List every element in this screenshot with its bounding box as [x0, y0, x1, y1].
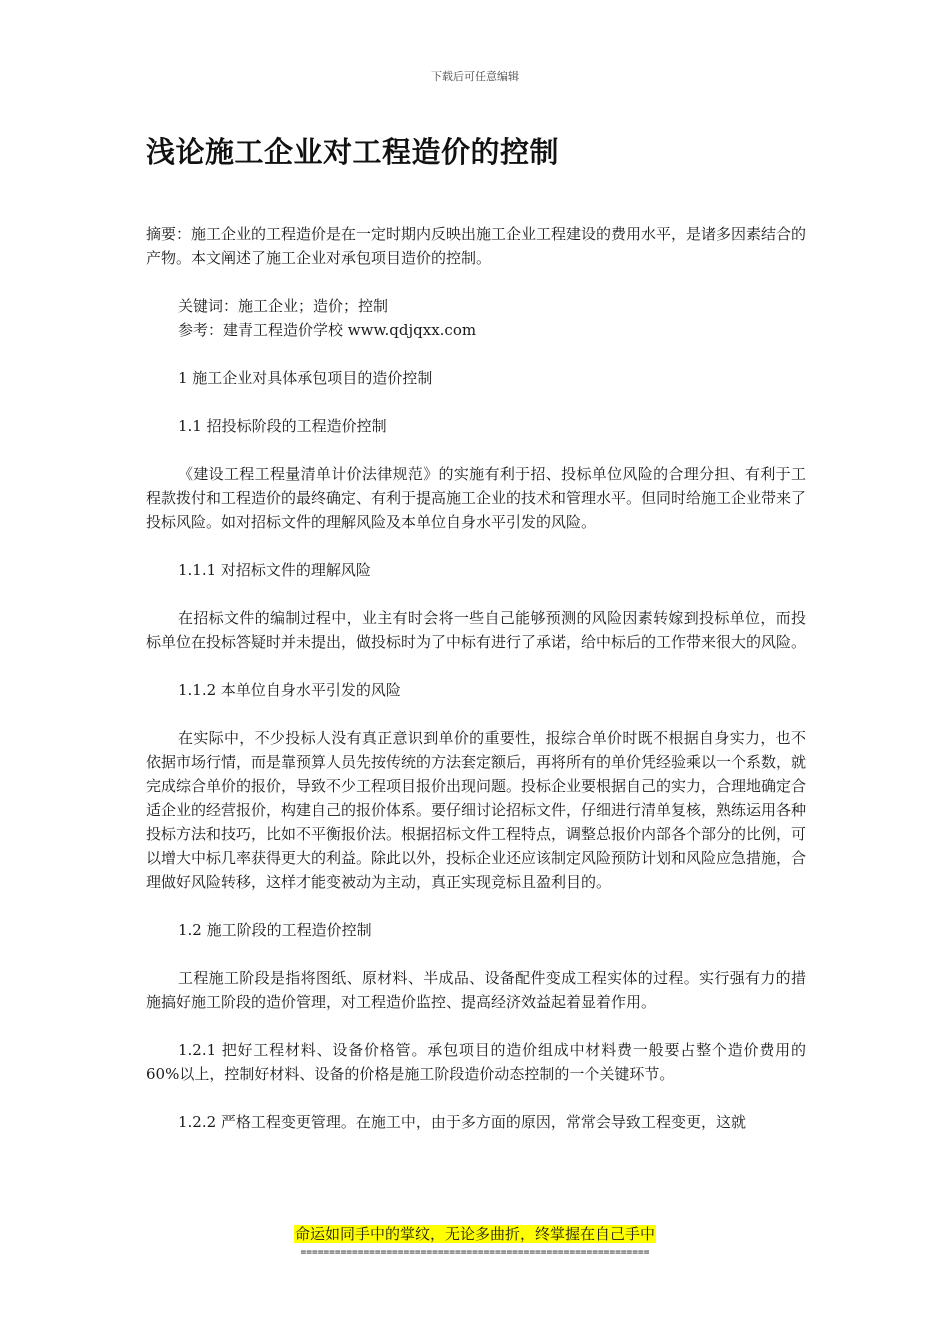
reference-line: 参考：建青工程造价学校 www.qdjqxx.com: [178, 321, 477, 339]
paragraph-1-2: 工程施工阶段是指将图纸、原材料、半成品、设备配件变成工程实体的过程。实行强有力的措施搞好施工阶段的造价管理，对工程造价监控、提高经济效益起着显着作用。: [146, 969, 806, 1011]
paragraph-1-2-2: 1.2.2 严格工程变更管理。在施工中，由于多方面的原因，常常会导致工程变更，这就: [178, 1113, 746, 1131]
section-heading-1-1: 1.1 招投标阶段的工程造价控制: [178, 417, 387, 435]
header-note: 下载后可任意编辑: [431, 70, 519, 83]
keywords-line: 关键词：施工企业；造价；控制: [178, 297, 389, 315]
footer-quote: [0, 1223, 950, 1245]
paragraph-1-2-1: 1.2.1 把好工程材料、设备价格管。承包项目的造价组成中材料费一般要占整个造价费用的 60%以上，控制好材料、设备的价格是施工阶段造价动态控制的一个关键环节。: [146, 1041, 806, 1083]
footer-separator: =============================================================: [300, 1247, 650, 1258]
paragraph-1-1: 《建设工程工程量清单计价法律规范》的实施有利于招、投标单位风险的合理分担、有利于工程款拨付和工程造价的最终确定、有利于提高施工企业的技术和管理水平。但同时给施工企业带来了投标风险。如对招标文件的理解风险及本单位自身水平引发的风险。: [146, 465, 807, 531]
document-title: 浅论施工企业对工程造价的控制: [146, 135, 560, 169]
document-body: [146, 222, 806, 1158]
abstract-paragraph: 摘要：施工企业的工程造价是在一定时期内反映出施工企业工程建设的费用水平，是诸多因素结合的产物。本文阐述了施工企业对承包项目造价的控制。: [146, 225, 807, 267]
section-heading-1-2: 1.2 施工阶段的工程造价控制: [178, 921, 372, 939]
section-heading-1: 1 施工企业对具体承包项目的造价控制: [178, 369, 433, 387]
section-heading-1-1-2: 1.1.2 本单位自身水平引发的风险: [178, 681, 401, 699]
section-heading-1-1-1: 1.1.1 对招标文件的理解风险: [178, 561, 371, 579]
footer-quote-text: 命运如同手中的掌纹，无论多曲折，终掌握在自己手中: [294, 1225, 655, 1243]
paragraph-1-1-2: 在实际中，不少投标人没有真正意识到单价的重要性，报综合单价时既不根据自身实力，也不依据市场行情，而是靠预算人员先按传统的方法套定额后，再将所有的单价凭经验乘以一个系数，就完成综合单价的报价，导致不少工程项目报价出现问题。投标企业要根据自己的实力，合理地确定合适企业的经营报价，构建自己的报价体系。要仔细讨论招标文件，仔细进行清单复核，熟练运用各种投标方法和技巧，比如不平衡报价法。根据招标文件工程特点，调整总报价内部各个部分的比例，可以增大中标几率获得更大的利益。除此以外，投标企业还应该制定风险预防计划和风险应急措施，合理做好风险转移，这样才能变被动为主动，真正实现竞标且盈利目的。: [146, 729, 807, 891]
paragraph-1-1-1: 在招标文件的编制过程中，业主有时会将一些自己能够预测的风险因素转嫁到投标单位，而投标单位在投标答疑时并未提出，做投标时为了中标有进行了承诺，给中标后的工作带来很大的风险。: [146, 609, 807, 651]
